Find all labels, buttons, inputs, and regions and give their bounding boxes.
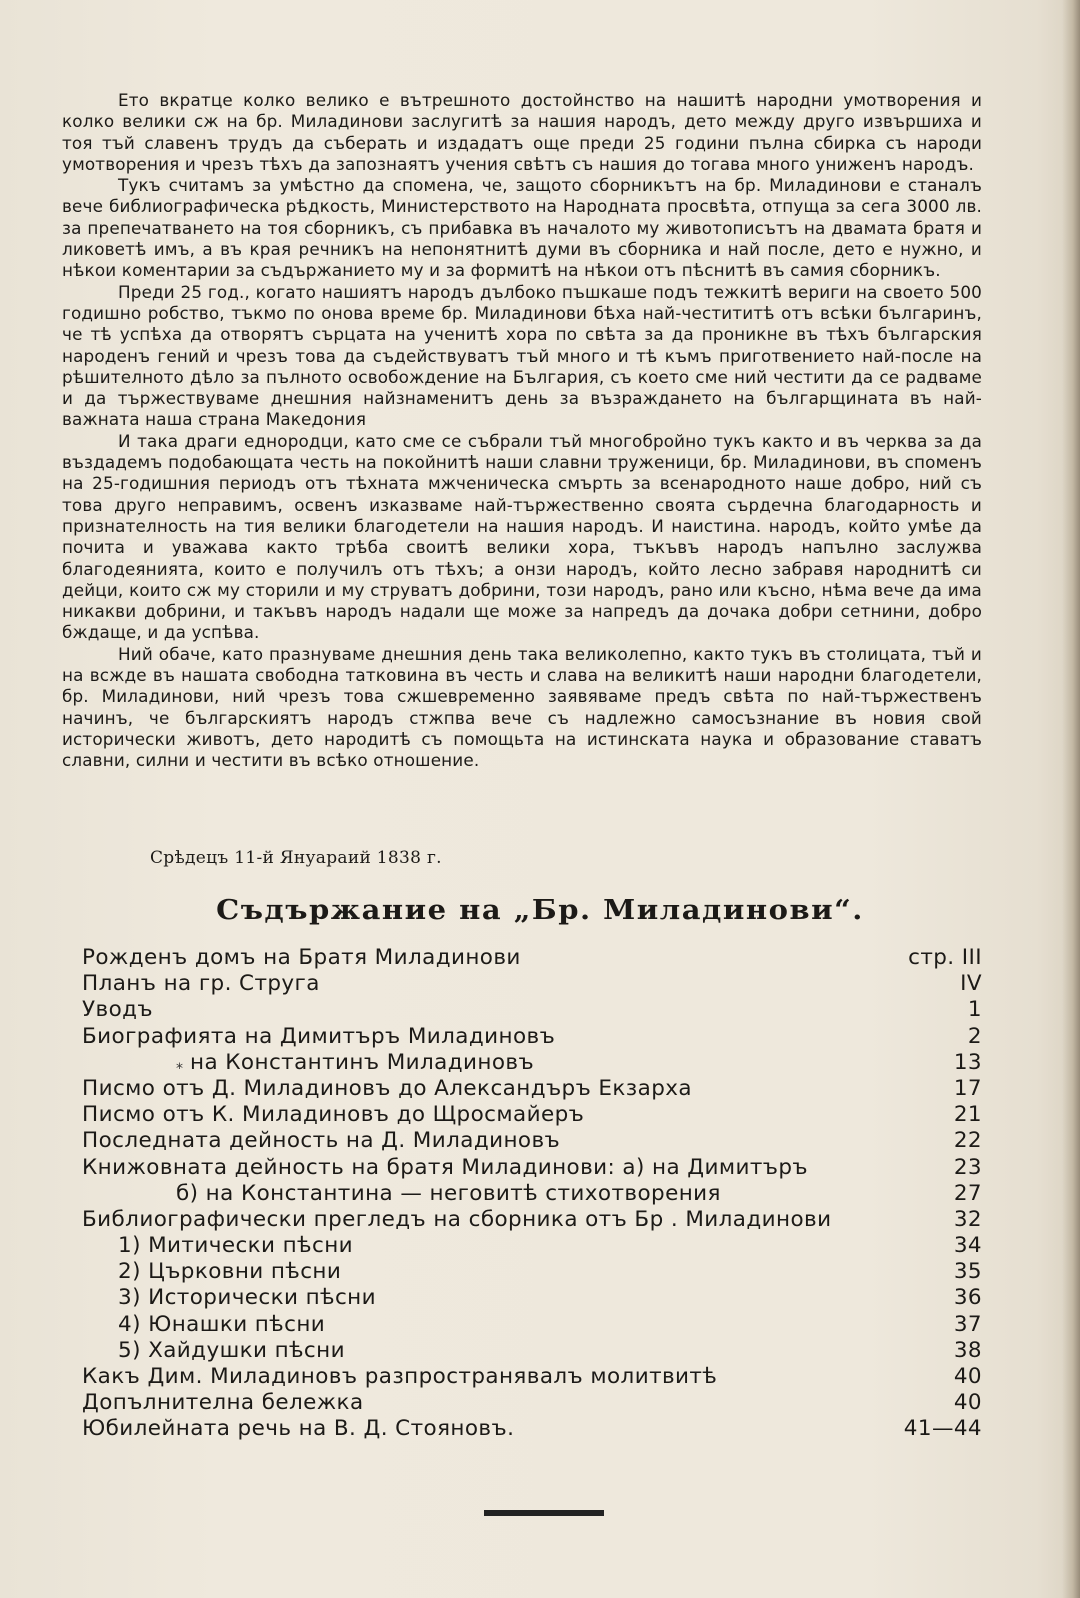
toc-row <box>82 1390 982 1416</box>
toc-row <box>82 1024 982 1050</box>
toc-entry-label: Уводъ <box>82 997 153 1023</box>
toc-row <box>82 1050 982 1076</box>
toc-entry-page: 1 <box>967 997 982 1023</box>
toc-entry-page: 22 <box>953 1128 982 1154</box>
toc-entry-label: Писмо отъ Д. Миладиновъ до Александъръ Екзарха <box>82 1075 692 1101</box>
toc-row <box>82 1102 982 1128</box>
toc-entry-label: 4) Юнашки пѣсни <box>118 1311 326 1337</box>
toc-row <box>82 1076 982 1102</box>
toc-row <box>82 1364 982 1390</box>
toc-entry-label: Какъ Дим. Миладиновъ разпространявалъ молитвитѣ <box>82 1364 718 1389</box>
toc-mark: * <box>176 1060 184 1077</box>
toc-entry-page: 40 <box>953 1390 982 1416</box>
toc-row <box>82 1259 982 1285</box>
toc-entry-page: IV <box>960 971 982 997</box>
toc-entry-page: стр. III <box>908 945 982 970</box>
table-of-contents <box>82 945 982 1443</box>
toc-entry-page: 21 <box>953 1102 982 1128</box>
toc-entry-label: Последната дейность на Д. Миладиновъ <box>82 1128 561 1154</box>
toc-entry-label: 5) Хайдушки пѣсни <box>118 1337 345 1363</box>
paragraph-2: Тукъ считамъ за умѣстно да спомена, че, защото сборникътъ на бр. Миладинови е станалъ вече библиографическа рѣдкость, Министерството на Народната просвѣта, отпуща за сега 3000 лв. за препечатването на тоя сборникъ, съ прибавка въ началото му животописътъ на двамата братя и ликоветѣ имъ, а въ края речникъ на непонятнитѣ думи въ сборника и най после, дето е нужно, и нѣкои коментарии за съдържанието му и за формитѣ на нѣкои отъ пѣснитѣ въ самия сборникъ. <box>62 175 982 281</box>
toc-entry-page: 32 <box>953 1206 982 1232</box>
paragraph-5: Ний обаче, като празнуваме днешния день така великолепно, както тукъ въ столицата, тъй и на всжде въ нашата свободна татковина въ честь и слава на великитѣ наши народни благодетели, бр. Миладинови, ний чрезъ това сжшевременно заявяваме предъ свѣта по най-тържественъ начинъ, че българскиятъ народъ стжпва вече съ надлежно самосъзнание въ новия свой исторически животъ, дето народитѣ съ помощьта на истинската наука и образование ставатъ славни, силни и честити въ всѣко отношение. <box>62 643 982 771</box>
toc-entry-label: Рожденъ домъ на Братя Миладинови <box>82 945 521 970</box>
toc-entry-page: 37 <box>953 1311 982 1337</box>
body-text <box>62 90 982 772</box>
toc-entry-label: Юбилейната речь на В. Д. Стояновъ. <box>82 1416 515 1442</box>
toc-entry-page: 2 <box>967 1023 982 1049</box>
toc-row <box>82 1233 982 1259</box>
toc-entry-page: 13 <box>953 1049 982 1075</box>
toc-entry-label: 3) Исторически пѣсни <box>118 1285 377 1311</box>
toc-entry-page: 40 <box>953 1364 982 1389</box>
closing-rule <box>484 1510 604 1516</box>
toc-row <box>82 971 982 997</box>
toc-entry-label: Книжовната дейность на братя Миладинови: а) на Димитъръ <box>82 1154 809 1180</box>
toc-entry-page: 17 <box>953 1075 982 1101</box>
toc-entry-page: 27 <box>953 1180 982 1206</box>
toc-entry-label: б) на Константина — неговитѣ стихотворения <box>176 1180 721 1206</box>
toc-entry-label: 1) Митически пѣсни <box>118 1233 354 1259</box>
toc-title: Съдържание на „Бр. Миладинови“. <box>216 894 864 926</box>
toc-row <box>82 997 982 1023</box>
signature-place-date: Срѣдецъ 11-й Януараий 1838 г. <box>150 848 442 868</box>
toc-row <box>82 1155 982 1181</box>
paragraph-3: Преди 25 год., когато нашиятъ народъ дълбоко пъшкаше подъ тежкитѣ вериги на своето 500 годишно робство, тъкмо по онова време бр. Миладинови бѣха най-честититѣ отъ всѣки българинъ, че тѣ успѣха да отворятъ сърцата на ученитѣ хора по свѣта за да проникне въ тѣхъ българския народенъ гений и чрезъ това да съдействуватъ тъй много и тѣ къмъ приготвението най-после на рѣшителното дѣло за пълното освобождение на България, съ което сме ний честити да се радваме и да тържествуваме днешния найзнаменитъ день за възраждането на българщината въ най-важната наша страна Македония <box>62 281 982 430</box>
page-edge-shadow <box>1062 0 1080 1598</box>
toc-entry-page: 35 <box>953 1259 982 1285</box>
toc-entry-label: на Константинъ Миладиновъ <box>190 1049 535 1075</box>
paragraph-1: Ето вкратце колко велико е вътрешното достойнство на нашитѣ народни умотворения и колко велики сж на бр. Миладинови заслугитѣ за нашия народъ, дето между друго извършиха и тоя тъй славенъ трудъ да съберать и издадатъ още преди 25 години пълна сбирка съ народи умотворения и чрезъ тѣхъ да запознаятъ учения свѣтъ съ нашия до тогава много униженъ народъ. <box>62 90 982 174</box>
toc-row <box>82 1338 982 1364</box>
toc-entry-label: Допълнителна бележка <box>82 1390 364 1416</box>
toc-entry-label: Планъ на гр. Струга <box>82 971 320 997</box>
toc-entry-page: 36 <box>953 1285 982 1311</box>
toc-row <box>82 1181 982 1207</box>
toc-entry-label: Библиографически прегледъ на сборника отъ Бр . Миладинови <box>82 1206 832 1232</box>
toc-row <box>82 1207 982 1233</box>
toc-entry-page: 23 <box>953 1154 982 1180</box>
toc-entry-page: 34 <box>953 1233 982 1259</box>
toc-entry-page: 41—44 <box>903 1416 982 1442</box>
toc-row <box>82 1312 982 1338</box>
toc-row <box>82 1128 982 1154</box>
toc-row <box>82 1285 982 1311</box>
toc-row <box>82 945 982 971</box>
paragraph-4: И така драги еднородци, като сме се събрали тъй многобройно тукъ както и въ черква за да въздадемъ подобающата честь на покойнитѣ наши славни труженици, бр. Миладинови, въ споменъ на 25-годишния периодъ отъ тѣхната мжченическа смърть за всенародното наше добро, ний съ това друго неправимъ, освенъ изказваме най-тържественно своята сърдечна благодарность и признателность на тия велики благодетели на нашия народъ. И наистина. народъ, който умѣе да почита и уважава както трѣба своитѣ велики хора, тъкъвъ народъ напълно заслужва благодеянията, които е получилъ отъ тѣхъ; а онзи народъ, който лесно забравя народнитѣ си дейци, които сж му сторили и му струватъ добрини, този народъ, рано или късно, нѣма вече да има никакви добрини, и такъвъ народъ надали ще може за напредъ да дочака добри сетнини, добро бждаще, и да успѣва. <box>62 430 982 643</box>
toc-entry-label: Писмо отъ К. Миладиновъ до Щросмайеръ <box>82 1102 585 1128</box>
toc-entry-label: Биографията на Димитъръ Миладиновъ <box>82 1023 556 1049</box>
toc-entry-page: 38 <box>953 1337 982 1363</box>
toc-row <box>82 1416 982 1442</box>
toc-entry-label: 2) Църковни пѣсни <box>118 1259 342 1285</box>
